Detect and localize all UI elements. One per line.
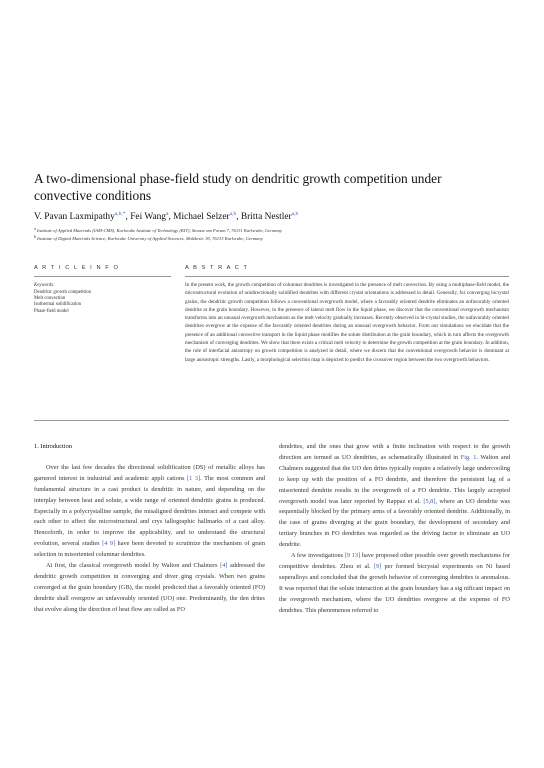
paragraph bbox=[279, 442, 510, 551]
paragraph-text: addressed the dendritic growth competition in converging and diver ging crystals. When two grains converged at the grain boundary (GB), the model predicted that a favorably oriented (FO) dendrite shall overgrow an unfavorably oriented (UO) one. Predominantly, the den drites that evolve along the direction of heat flow are called as FO bbox=[34, 562, 266, 613]
paragraph-text: , where an UO dendrite was sequentially blocked by the primary arms of a favorably oriented dendrite. Additionally, in the case of grains diverging at the grain boundary, the development of secondary and tertiary branches in FO dendrites was regarded as the driving factor to eliminate an UO dendrite. bbox=[279, 497, 510, 549]
right-column bbox=[279, 442, 510, 617]
abstract-text: In the present work, the growth competition of columnar dendrites is investigated in the presence of melt convection. By using a multiphase-field model, the microstructural evolution of unidirectionally solidified dendrites with different crystal orientations is addressed in detail. Generally, for converging bicrystal grains, the dendritic growth competition follows a conventional overgrowth model, where a favorably oriented dendrite eliminates an unfavorably oriented dendrite at the grain boundary. However, in the presence of lateral melt flow in the liquid phase, we discover that the conventional overgrowth mechanism transforms into an unusual overgrowth mechanism as the melt velocity gradually increases. Recently observed in bi-crystal studies, the unfavorably oriented dendrites overgrow at the expense of the favorably oriented dendrites during an unusual overgrowth behavior. From our simulations we elucidate that the presence of an additional convective transport in the liquid phase modifies the solute distribution at the grain boundary, which in turn affects the overgrowth mechanism of converging dendrites. We show that there exists a critical melt velocity to determine the growth competition at the grain boundary. In addition, the role of interfacial anisotropy on growth competition is analyzed in detail, where we discern that the conventional overgrowth behavior is dominant at large anisotropic strengths. Lastly, a morphological selection map is depicted to predict the crossover region between the two overgrowth behaviors. bbox=[185, 282, 509, 363]
author-name: Michael Selzer bbox=[173, 212, 230, 222]
paragraph-text: A few investigations bbox=[291, 552, 345, 560]
article-info-heading: A R T I C L E I N F O bbox=[34, 265, 120, 271]
abstract-bottom-rule bbox=[34, 420, 509, 421]
citation-link[interactable]: [9] bbox=[373, 562, 382, 570]
article-info-rule bbox=[34, 276, 171, 277]
affiliation-b: $^b$ Institute of Digital Materials Science, Karlsruhe University of Applied Sciences, Moltkestr. 30, 76133 Karlsruhe, Germany bbox=[34, 234, 263, 241]
affiliation-b-text: Institute of Digital Materials Science, Karlsruhe University of Applied Sciences, Moltkestr. 30, 76133 Karlsruhe, Germany bbox=[37, 236, 263, 241]
citation-link[interactable]: [4] bbox=[220, 562, 228, 570]
author-affiliation-mark: a,b,* bbox=[114, 211, 126, 217]
keyword: Phase-field model bbox=[34, 308, 69, 314]
author-separator: , bbox=[168, 212, 174, 222]
author-separator: , bbox=[125, 212, 131, 222]
paragraph-text: have proposed other possible over growth mechanisms for competitive dendrites. Zhou et al. bbox=[279, 552, 511, 570]
left-column bbox=[34, 442, 265, 616]
abstract-rule bbox=[185, 276, 509, 277]
author-separator: , bbox=[236, 212, 241, 222]
keyword: Dendritic growth competition bbox=[34, 290, 92, 295]
author-name: Britta Nestler bbox=[240, 212, 292, 222]
paragraph bbox=[34, 463, 265, 561]
paragraph-text: have been devoted to scrutinize the mechanism of grain selection in misoriented columnar dendrites. bbox=[34, 540, 265, 559]
affiliation-a-text: Institute of Applied Materials (IAM-CMS), Karlsruhe Institute of Technology (KIT), Strasse am Forum 7, 76131 Karlsruhe, Germany bbox=[36, 228, 282, 233]
author-affiliation-mark: a bbox=[166, 211, 169, 217]
title-line-1: A two-dimensional phase-field study on dendritic growth competition under bbox=[34, 171, 442, 186]
keyword: Isothermal solidification bbox=[34, 302, 82, 308]
citation-link[interactable]: [4 9] bbox=[102, 540, 116, 548]
paragraph-text: At first, the classical overgrowth model by Walton and Chalmers bbox=[46, 562, 221, 570]
citation-link[interactable]: Fig. 1 bbox=[460, 453, 477, 461]
author-name: V. Pavan Laxmipathy bbox=[34, 212, 115, 222]
keywords-list bbox=[34, 290, 91, 315]
keywords-label: Keywords: bbox=[34, 283, 55, 288]
paragraph bbox=[279, 551, 510, 616]
paragraph-text: dendrites, and the ones that grow with a finite inclination with respect to the growth direction are termed as UO dendrites, as schematically illustrated in bbox=[279, 443, 510, 461]
keyword: Melt convection bbox=[34, 296, 66, 302]
affiliation-a: $^a$ Institute of Applied Materials (IAM-CMS), Karlsruhe Institute of Technology (KIT), Strasse am Forum 7, 76131 Karlsruhe, Germany bbox=[34, 226, 282, 233]
author-list bbox=[34, 208, 514, 223]
citation-link[interactable]: [1 3] bbox=[187, 474, 201, 482]
paragraph bbox=[34, 561, 265, 616]
author-affiliation-mark: a,b bbox=[229, 211, 237, 217]
paper-title bbox=[34, 170, 514, 204]
author-name: Fei Wang bbox=[130, 212, 166, 222]
title-line-2: convective conditions bbox=[34, 188, 152, 203]
paragraph-text: per formed bicrystal experiments on Ni based superalloys and concluded that the growth behavior of converging dendrites is anomalous. It was reported that the solute interaction at the grain boundary has a sig nificant impact on the overgrowth mechanism, where the UO dendrites overgrow at the expense of FO dendrites. This phenomenon referred to bbox=[279, 562, 510, 614]
abstract-heading: A B S T R A C T bbox=[185, 265, 249, 271]
paragraph-text: Over the last few decades the directional solidification (DS) of metallic alloys has garnered interest in industrial and academic appli cations bbox=[34, 463, 265, 482]
section-heading-introduction: 1. Introduction bbox=[34, 443, 72, 450]
paragraph-text: . The most common and fundamental structure in a cast product is dendritic in nature, and depending on the interplay between heat and solute, a wide range of oriented dendritic grains is produced. Especially in a polycrystalline sample, the misaligned dendrites interact and compete with each other to affect the microstructural and crys tallographic hallmarks of a cast alloy. Henceforth, in order to improve the applicability, and to understand the structural evolution, several studies bbox=[34, 474, 265, 548]
citation-link[interactable]: [9 13] bbox=[344, 552, 361, 560]
author-affiliation-mark: a,b bbox=[291, 211, 299, 217]
paragraph-text: . Walton and Chalmers suggested that the UO den drites typically require a relatively large undercooling to keep up with the position of a FO dendrite, and therefore the persistent lag of a misoriented dendrite results in the overgrowth of a FO dendrite. This largely accepted overgrowth model was later reported by Rappaz et al. bbox=[279, 453, 511, 505]
citation-link[interactable]: [5,8] bbox=[423, 497, 436, 505]
